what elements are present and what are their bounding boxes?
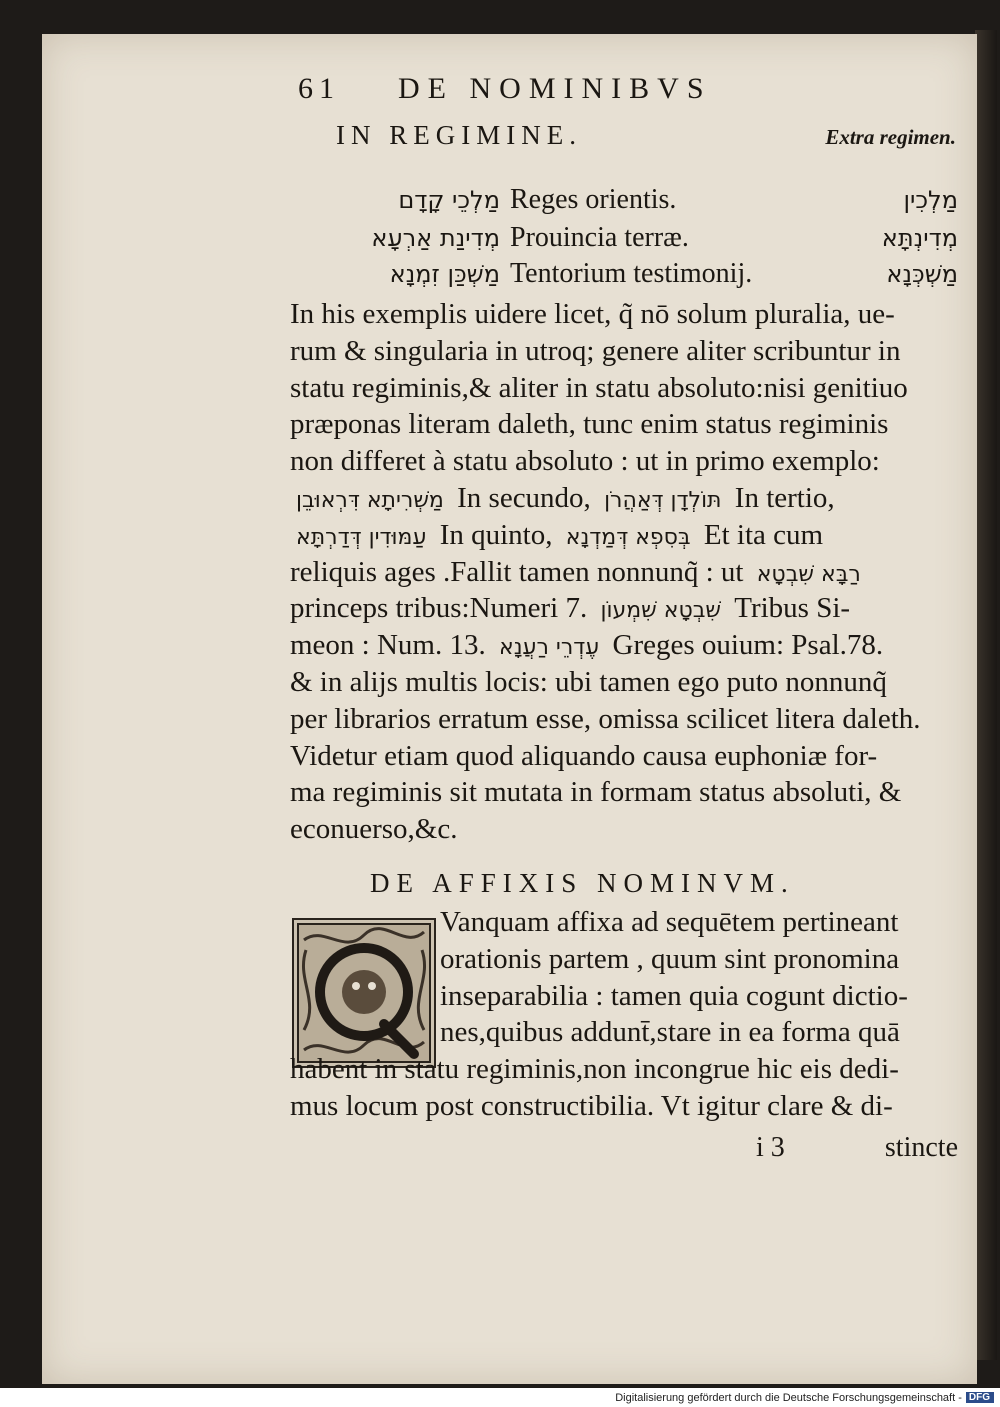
text-line: orationis partem , quum sint pronomina (440, 942, 900, 975)
latin-phrase: In tertio, (734, 481, 835, 514)
latin-phrase: princeps tribus:Numeri 7. (290, 592, 588, 625)
hebrew-phrase: עֶדְרֵי רַעֲנָא (499, 635, 600, 661)
hebrew-regimen: מַלְכֵי קָדָם (398, 186, 500, 214)
text-line: econuerso,&c. (290, 813, 458, 846)
latin-phrase: In secundo, (457, 481, 591, 514)
text-line-mixed (290, 554, 958, 591)
hebrew-phrase: תּוֹלְדָן דְּאַהֲרֹן (604, 487, 722, 513)
hebrew-phrase: בְּסִפְא דְּמַדְנָא (565, 524, 691, 550)
hebrew-phrase: רַבָּא שִׁבְטָא (756, 561, 861, 587)
funding-credit: Digitalisierung gefördert durch die Deutsche Forschungsgemeinschaft - (615, 1391, 962, 1404)
text-line: statu regiminis,& aliter in statu absoluto:nisi genitiuo (290, 371, 908, 404)
example-row (290, 184, 958, 218)
text-line: In his exemplis uidere licet, q̃ nō solum pluralia, ue- (290, 298, 895, 330)
hebrew-phrase: עַמּוּדִין דְּדַרְתָּא (296, 524, 427, 550)
hebrew-extra: מְדִינְתָּא (881, 224, 958, 252)
section-text (290, 904, 958, 1125)
text-line-mixed (290, 627, 958, 664)
text-line: & in alijs multis locis: ubi tamen ego puto nonnunq̃ (290, 665, 887, 698)
hebrew-phrase: שִׁבְטָא שִׁמְעוֹן (600, 598, 722, 624)
latin-gloss: Tentorium testimonij. (510, 258, 753, 289)
text-line: mus locum post constructibilia. Vt igitur clare & di- (290, 1089, 893, 1122)
hebrew-extra: מַשְׁכְּנָא (886, 260, 958, 288)
catchword: stincte (884, 1132, 958, 1163)
text-line: per librarios erratum esse, omissa scilicet litera daleth. (290, 702, 921, 735)
heading-in-regimine: IN REGIMINE. (336, 120, 582, 150)
hebrew-regimen: מַשְׁכַּן זִמְנָא (389, 260, 500, 288)
latin-gloss: Reges orientis. (510, 184, 677, 215)
page-edge (975, 30, 997, 1360)
signature-mark: i 3 (756, 1132, 785, 1163)
latin-phrase: In quinto, (439, 518, 553, 551)
latin-phrase: Tribus Si- (734, 592, 851, 625)
text-line: nes,quibus addunt̄,stare in ea forma quā (440, 1016, 900, 1049)
text-line-mixed (290, 480, 958, 517)
running-header (298, 72, 778, 106)
latin-phrase: Et ita cum (703, 518, 824, 551)
example-row (290, 258, 958, 292)
latin-phrase: reliquis ages .Fallit tamen nonnunq̃ : ut (290, 555, 744, 588)
heading-extra-regimen: Extra regimen. (825, 125, 956, 149)
page-number: 61 (298, 72, 340, 105)
column-headings (336, 120, 956, 151)
running-title: DE NOMINIBVS (398, 72, 712, 105)
text-line: inseparabilia : tamen quia cogunt dictio- (440, 979, 908, 1012)
latin-phrase: Greges ouium: Psal.78. (612, 629, 884, 662)
latin-phrase: meon : Num. 13. (290, 629, 486, 662)
text-line-mixed (290, 590, 958, 627)
text-line: non differet à statu absoluto : ut in primo exemplo: (290, 445, 880, 478)
hebrew-extra: מַלְכִין (903, 186, 958, 214)
text-line: habent in statu regiminis,non incongrue hic eis dedi- (290, 1053, 899, 1086)
text-line: præponas literam daleth, tunc enim status regiminis (290, 408, 889, 441)
hebrew-phrase: מַשְׁרִיתָא דִּרְאוּבֵן (296, 487, 444, 513)
text-line: ma regiminis sit mutata in formam status absoluti, & (290, 776, 902, 809)
text-line: Videtur etiam quod aliquando causa euphoniæ for- (290, 739, 878, 772)
example-row (290, 222, 958, 256)
text-line-mixed (290, 517, 958, 554)
section-title: DE AFFIXIS NOMINVM. (370, 868, 795, 898)
body-text (290, 296, 958, 848)
text-line: Vanquam affixa ad sequētem pertineant (440, 906, 899, 938)
latin-gloss: Prouincia terræ. (510, 222, 689, 253)
text-line: rum & singularia in utroq; genere aliter scribuntur in (290, 334, 901, 367)
digitization-footer (0, 1388, 1000, 1407)
dfg-logo-icon: DFG (966, 1392, 994, 1403)
hebrew-regimen: מְדִינַת אַרְעָא (371, 224, 500, 252)
